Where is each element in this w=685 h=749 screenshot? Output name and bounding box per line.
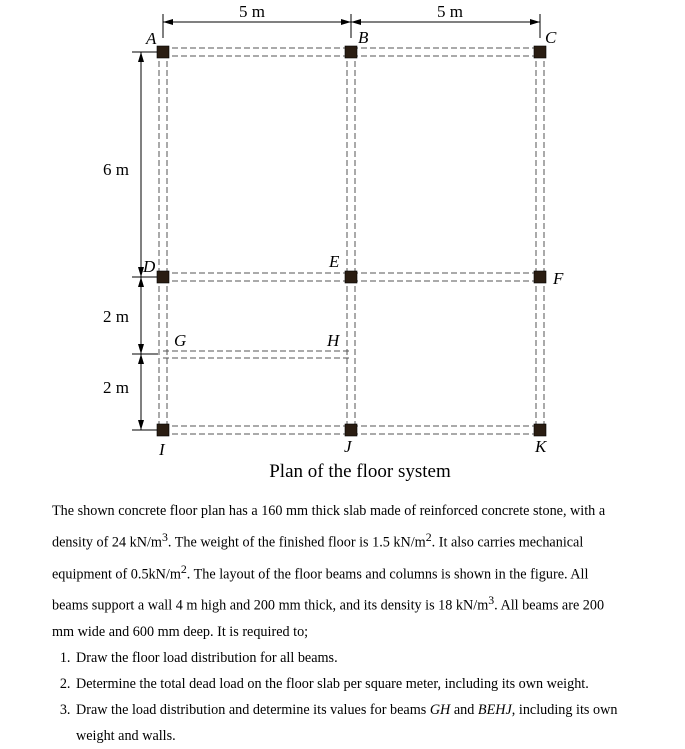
node-label-k: K — [535, 437, 547, 456]
figure-caption: Plan of the floor system — [269, 461, 451, 482]
arrow-d-down — [138, 277, 144, 287]
column-i — [157, 424, 169, 436]
arrow-c-left — [530, 19, 540, 25]
node-label-i: I — [159, 440, 165, 459]
intro-sup-3: 2 — [180, 561, 187, 576]
task-list — [52, 645, 627, 749]
node-label-e: E — [329, 252, 340, 271]
task-3-part-b: and — [450, 702, 478, 719]
column-k — [534, 424, 546, 436]
top-dimension — [163, 2, 540, 38]
intro-part-3: . It also carries mechanical equipment of 0.5kN/m — [52, 534, 584, 583]
task-3-beam-behj: BEHJ — [477, 702, 512, 719]
arrow-g-up — [138, 344, 144, 354]
problem-intro — [52, 498, 627, 645]
arrow-a-right — [163, 19, 173, 25]
node-label-h: H — [327, 331, 340, 350]
column-d — [157, 271, 169, 283]
beams — [159, 48, 544, 434]
column-j — [345, 424, 357, 436]
left-dimension — [103, 52, 158, 430]
column-e — [345, 271, 357, 283]
intro-part-4: . The layout of the floor beams and columns is shown in the figure. All beams support a wall 4 m high and 200 mm thick, and its density is 18 kN/m — [52, 566, 589, 615]
problem-statement — [52, 498, 627, 749]
intro-sup-4: 3 — [488, 593, 495, 608]
intro-part-1: The shown concrete floor plan has a 160 mm thick slab made of reinforced concrete stone, with a density of 24 kN/m — [52, 503, 606, 551]
dim-label-ad: 6 m — [103, 160, 129, 179]
node-labels — [142, 28, 564, 459]
arrow-g-down — [138, 354, 144, 364]
node-label-d: D — [143, 257, 156, 276]
arrow-top-down — [138, 52, 144, 62]
task-item-1: 1. Draw the floor load distribution for all beams. — [74, 645, 627, 671]
dim-label-ab: 5 m — [239, 2, 265, 21]
node-label-g: G — [174, 331, 187, 350]
intro-sup-1: 3 — [161, 530, 168, 544]
task-3-beam-gh: GH — [429, 702, 451, 719]
arrow-b-right — [351, 19, 361, 25]
dim-label-bc: 5 m — [437, 2, 463, 21]
intro-part-2: . The weight of the finished floor is 1.5 kN/m — [167, 534, 426, 551]
arrow-i-up — [138, 420, 144, 430]
node-label-b: B — [358, 28, 369, 47]
intro-sup-2: 2 — [425, 530, 432, 544]
node-label-c: C — [545, 28, 557, 47]
task-3-part-a: Draw the load distribution and determine its values for beams — [76, 702, 430, 719]
dim-label-gi: 2 m — [103, 378, 129, 397]
column-f — [534, 271, 546, 283]
node-label-a: A — [146, 29, 157, 48]
task-item-3 — [74, 697, 627, 749]
task-item-2: 2. Determine the total dead load on the floor slab per square meter, including its own weight. — [74, 671, 627, 697]
node-label-f: F — [553, 269, 564, 288]
dim-label-dg: 2 m — [103, 307, 129, 326]
intro-part-5: . All beams are 200 mm wide and 600 mm deep. It is required to; — [52, 598, 605, 641]
column-c — [534, 46, 546, 58]
node-label-j: J — [344, 437, 352, 456]
arrow-b-left — [341, 19, 351, 25]
task-3-part-c: , including its own weight and walls. — [76, 702, 618, 745]
column-b — [345, 46, 357, 58]
columns — [157, 46, 546, 436]
column-a — [157, 46, 169, 58]
